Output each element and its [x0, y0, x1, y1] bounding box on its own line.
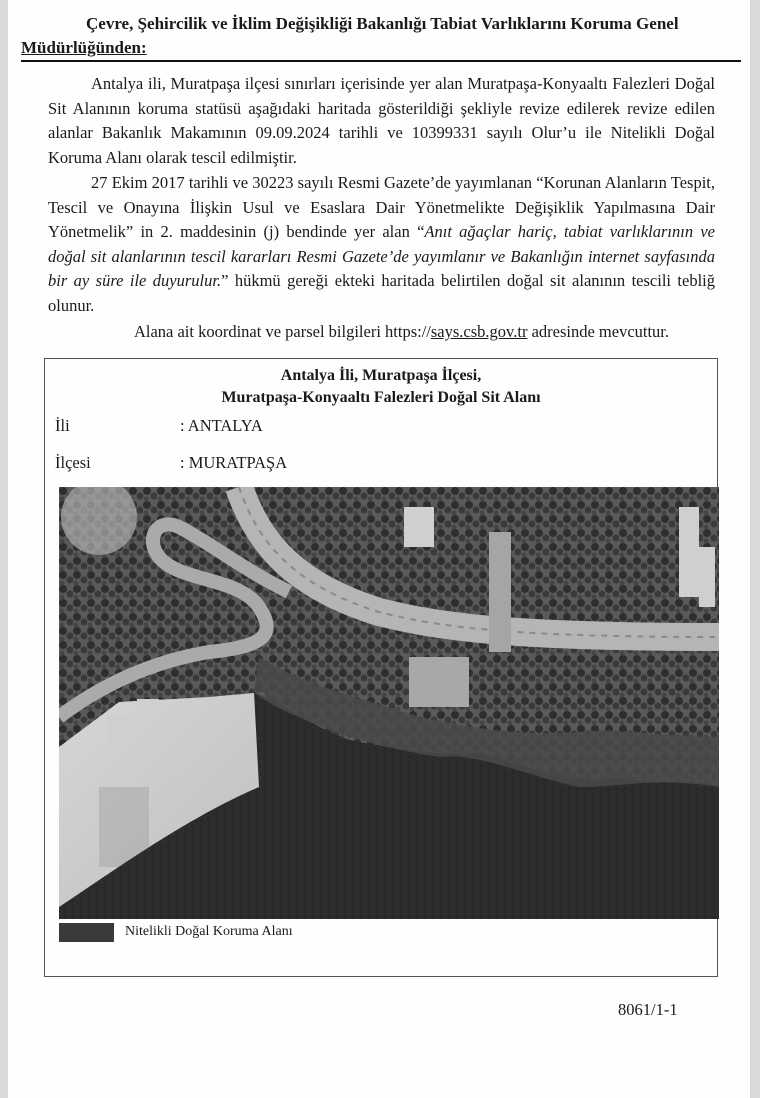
paragraph-3: [48, 320, 715, 345]
document-page: [8, 0, 750, 1098]
info-label-il: İli: [55, 416, 70, 435]
heading-underline: [21, 36, 741, 62]
paragraph-2: [48, 171, 715, 318]
map-title: [45, 365, 717, 409]
heading-line1: Çevre, Şehircilik ve İklim Değişikliği Bakanlığı Tabiat Varlıklarını Koruma Genel: [86, 14, 679, 33]
document-heading: [21, 12, 741, 62]
info-label-ilce: İlçesi: [55, 453, 91, 472]
paragraph-2-quote: Anıt ağaçlar hariç, tabiat varlıklarının ve doğal sit alanlarının tescil kararları Resmi Gazete’de yayımlanır ve Bakanlığın internet sayfasında bir ay süre ile duyurulur.: [48, 222, 715, 290]
paragraph-3-end: adresinde mevcuttur.: [527, 322, 670, 341]
page-number: 8061/1-1: [618, 1000, 678, 1019]
paragraph-2-end: ” hükmü gereği ekteki haritada belirtilen doğal sit alanının tescili tebliğ olunur.: [48, 271, 715, 315]
aerial-map: [59, 487, 719, 919]
legend-label: Nitelikli Doğal Koruma Alanı: [125, 924, 293, 939]
paragraph-1: Antalya ili, Muratpaşa ilçesi sınırları içerisinde yer alan Muratpaşa-Konyaaltı Falezleri Doğal Sit Alanının koruma statüsü aşağıdaki haritada gösterildiği şekliyle revize edilerek revize edilen alanlar Bakanlık Makamının 09.09.2024 tarihli ve 10399331 sayılı Olur’u ile Nitelikli Doğal Koruma Alanı olarak tescil edilmiştir.: [48, 74, 715, 167]
map-title-line1: Antalya İli, Muratpaşa İlçesi,: [280, 367, 482, 384]
paragraph-2-start: 27 Ekim 2017 tarihli ve 30223 sayılı Resmi Gazete’de yayımlanan “Korunan Alanların Tespit, Tescil ve Onayına İlişkin Usul ve Esaslara Dair Yönetmelikte Değişiklik Yapılmasına Dair Yönetmelik” in 2. maddesinin (j) bendinde yer alan “: [48, 173, 715, 241]
legend-swatch: [59, 923, 114, 942]
heading-line2: Müdürlüğünden:: [21, 38, 147, 57]
map-box: [44, 358, 718, 977]
aerial-map-image: [59, 487, 719, 919]
map-title-line2: Muratpaşa-Konyaaltı Falezleri Doğal Sit Alanı: [221, 389, 541, 406]
info-value-ilce: : MURATPAŞA: [180, 453, 288, 472]
paragraph-3-start: Alana ait koordinat ve parsel bilgileri https://: [133, 322, 431, 341]
info-value-il: : ANTALYA: [180, 416, 263, 435]
says-link[interactable]: says.csb.gov.tr: [430, 322, 528, 341]
